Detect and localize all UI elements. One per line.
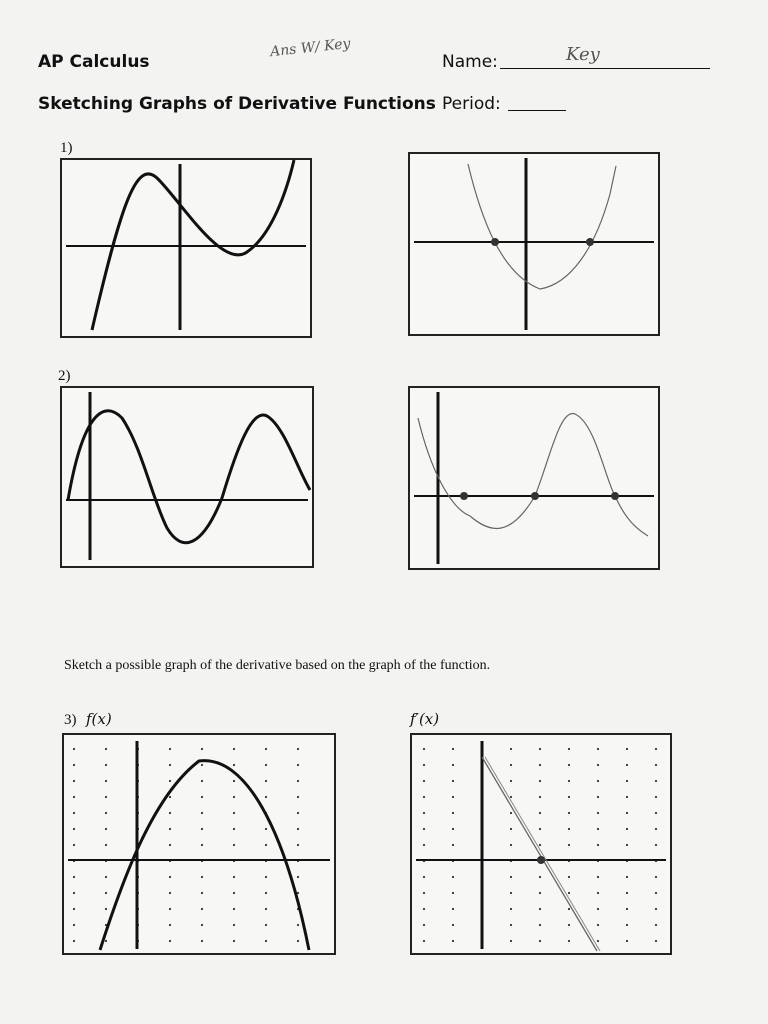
period-line — [508, 110, 566, 111]
grid-dot — [265, 780, 267, 782]
grid-dot — [423, 748, 425, 750]
grid-dot — [297, 940, 299, 942]
grid-dot — [265, 940, 267, 942]
grid-dot — [233, 748, 235, 750]
grid-dot — [73, 924, 75, 926]
grid-dot — [568, 796, 570, 798]
grid-dot — [73, 844, 75, 846]
grid-dot — [539, 764, 541, 766]
grid-dot — [626, 812, 628, 814]
grid-dot — [539, 828, 541, 830]
grid-dot — [452, 924, 454, 926]
derivative-line-retrace — [485, 757, 600, 951]
grid-dot — [510, 764, 512, 766]
grid-dot — [510, 940, 512, 942]
grid-dot — [105, 908, 107, 910]
grid-dot — [73, 780, 75, 782]
grid-dot — [423, 844, 425, 846]
course-title: AP Calculus — [38, 52, 150, 72]
grid-dot — [297, 844, 299, 846]
grid-dot — [201, 940, 203, 942]
grid-dot — [265, 828, 267, 830]
grid-dot — [105, 796, 107, 798]
problem-3-function-graph — [62, 733, 336, 955]
grid-dot — [655, 876, 657, 878]
grid-dot — [265, 892, 267, 894]
grid-dot — [423, 764, 425, 766]
grid-dot — [568, 892, 570, 894]
grid-dot — [105, 780, 107, 782]
grid-dot — [201, 844, 203, 846]
grid-dot — [510, 748, 512, 750]
period-label: Period: — [442, 94, 501, 114]
grid-dot — [452, 748, 454, 750]
grid-dot — [452, 812, 454, 814]
grid-dot — [73, 748, 75, 750]
grid-dot — [655, 828, 657, 830]
name-line — [500, 68, 710, 69]
grid-dot — [423, 812, 425, 814]
name-value: Key — [566, 44, 600, 65]
grid-dot — [169, 780, 171, 782]
zero-point — [491, 238, 499, 246]
grid-dot — [423, 780, 425, 782]
grid-dot — [597, 908, 599, 910]
grid-dot — [73, 828, 75, 830]
grid-dot — [297, 876, 299, 878]
grid-dot — [201, 780, 203, 782]
grid-dot — [539, 812, 541, 814]
grid-dot — [568, 924, 570, 926]
grid-dot — [201, 812, 203, 814]
grid-dot — [539, 748, 541, 750]
grid-dot — [169, 812, 171, 814]
grid-dot — [452, 892, 454, 894]
grid-dot — [265, 844, 267, 846]
grid-dot — [597, 844, 599, 846]
grid-dot — [655, 892, 657, 894]
grid-dot — [169, 908, 171, 910]
grid-dot — [626, 764, 628, 766]
grid-dot — [233, 780, 235, 782]
grid-dot — [510, 780, 512, 782]
grid-dot — [169, 844, 171, 846]
grid-dot — [169, 748, 171, 750]
zero-point — [531, 492, 539, 500]
grid-dot — [452, 828, 454, 830]
grid-dot — [568, 780, 570, 782]
grid-dot — [105, 940, 107, 942]
grid-dot — [539, 892, 541, 894]
grid-dot — [452, 908, 454, 910]
grid-dot — [105, 892, 107, 894]
problem-1-function-graph — [60, 158, 312, 338]
function-label: f(x) — [86, 710, 112, 728]
grid-dot — [452, 844, 454, 846]
grid-dot — [297, 924, 299, 926]
grid-dot — [233, 812, 235, 814]
grid-dot — [510, 812, 512, 814]
grid-dot — [169, 876, 171, 878]
grid-dot — [297, 780, 299, 782]
grid-dot — [539, 924, 541, 926]
grid-dot — [626, 940, 628, 942]
grid-dot — [568, 908, 570, 910]
grid-dot — [626, 828, 628, 830]
grid-dot — [265, 876, 267, 878]
worksheet-title: Sketching Graphs of Derivative Functions — [38, 94, 436, 114]
grid-dot — [597, 796, 599, 798]
zero-point — [460, 492, 468, 500]
grid-dot — [265, 796, 267, 798]
grid-dot — [568, 748, 570, 750]
grid-dot — [452, 764, 454, 766]
grid-dot — [169, 764, 171, 766]
grid-dot — [626, 876, 628, 878]
grid-dot — [510, 908, 512, 910]
grid-dot — [169, 828, 171, 830]
grid-dot — [297, 812, 299, 814]
grid-dot — [510, 828, 512, 830]
grid-dot — [597, 924, 599, 926]
grid-dot — [597, 892, 599, 894]
grid-dot — [233, 908, 235, 910]
grid-dot — [423, 908, 425, 910]
grid-dot — [626, 796, 628, 798]
grid-dot — [201, 876, 203, 878]
function-curve — [100, 761, 309, 950]
grid-dot — [233, 844, 235, 846]
grid-dot — [297, 748, 299, 750]
grid-dot — [233, 828, 235, 830]
grid-dot — [539, 940, 541, 942]
grid-dot — [169, 892, 171, 894]
grid-dot — [423, 924, 425, 926]
grid-dot — [265, 924, 267, 926]
grid-dot — [510, 844, 512, 846]
grid-dot — [233, 892, 235, 894]
grid-dot — [568, 764, 570, 766]
grid-dot — [597, 812, 599, 814]
grid-dot — [233, 876, 235, 878]
grid-dot — [201, 748, 203, 750]
grid-dot — [452, 796, 454, 798]
top-handwritten-note: Ans W/ Key — [269, 35, 352, 61]
problem-2-derivative-graph — [408, 386, 660, 570]
grid-dot — [265, 908, 267, 910]
grid-dot — [297, 796, 299, 798]
derivative-sketch — [418, 414, 648, 536]
grid-dot — [201, 924, 203, 926]
grid-dot — [539, 876, 541, 878]
grid-dot — [73, 764, 75, 766]
zero-point — [586, 238, 594, 246]
grid-dot — [655, 748, 657, 750]
grid-dot — [597, 828, 599, 830]
grid-dot — [169, 940, 171, 942]
grid-dot — [233, 924, 235, 926]
grid-dot — [597, 748, 599, 750]
grid-dot — [539, 908, 541, 910]
zero-point — [537, 856, 545, 864]
grid-dot — [510, 796, 512, 798]
grid-dot — [297, 828, 299, 830]
grid-dot — [655, 844, 657, 846]
grid-dot — [626, 924, 628, 926]
grid-dot — [423, 828, 425, 830]
grid-dot — [626, 748, 628, 750]
grid-dot — [655, 940, 657, 942]
grid-dot — [510, 924, 512, 926]
grid-dot — [568, 828, 570, 830]
grid-dot — [201, 908, 203, 910]
instructions: Sketch a possible graph of the derivative based on the graph of the function. — [64, 658, 491, 673]
grid-dot — [510, 876, 512, 878]
grid-dot — [105, 828, 107, 830]
grid-dot — [655, 924, 657, 926]
grid-dot — [655, 908, 657, 910]
grid-dot — [233, 764, 235, 766]
grid-dot — [233, 940, 235, 942]
grid-dot — [105, 844, 107, 846]
problem-3-derivative-graph — [410, 733, 672, 955]
grid-dot — [265, 764, 267, 766]
grid-dot — [568, 844, 570, 846]
grid-dot — [626, 908, 628, 910]
grid-dot — [539, 780, 541, 782]
grid-dot — [105, 812, 107, 814]
grid-dot — [423, 876, 425, 878]
grid-dot — [105, 764, 107, 766]
grid-dot — [597, 764, 599, 766]
grid-dot — [568, 812, 570, 814]
grid-dot — [423, 796, 425, 798]
grid-dot — [169, 796, 171, 798]
name-label: Name: — [442, 52, 498, 72]
grid-dot — [452, 780, 454, 782]
grid-dot — [597, 940, 599, 942]
grid-dot — [597, 876, 599, 878]
grid-dot — [233, 796, 235, 798]
grid-dot — [452, 940, 454, 942]
grid-dot — [655, 812, 657, 814]
grid-dot — [626, 780, 628, 782]
grid-dot — [201, 892, 203, 894]
grid-dot — [626, 844, 628, 846]
grid-dot — [510, 892, 512, 894]
grid-dot — [423, 892, 425, 894]
grid-dot — [73, 940, 75, 942]
grid-dot — [105, 748, 107, 750]
grid-dot — [539, 796, 541, 798]
grid-dot — [73, 876, 75, 878]
grid-dot — [655, 780, 657, 782]
problem-1-derivative-graph — [408, 152, 660, 336]
function-curve — [68, 411, 310, 543]
grid-dot — [73, 796, 75, 798]
problem-2-number: 2) — [58, 368, 71, 384]
problem-2-function-graph — [60, 386, 314, 568]
grid-dot — [626, 892, 628, 894]
grid-dot — [73, 908, 75, 910]
grid-dot — [568, 940, 570, 942]
problem-1-number: 1) — [60, 140, 73, 156]
grid-dot — [297, 764, 299, 766]
grid-dot — [201, 828, 203, 830]
grid-dot — [73, 812, 75, 814]
grid-dot — [265, 748, 267, 750]
grid-dot — [655, 764, 657, 766]
grid-dot — [201, 764, 203, 766]
derivative-sketch — [468, 164, 616, 289]
grid-dot — [597, 780, 599, 782]
grid-dot — [169, 924, 171, 926]
grid-dot — [201, 796, 203, 798]
derivative-label: f′(x) — [410, 710, 440, 728]
grid-dot — [568, 876, 570, 878]
grid-dot — [73, 892, 75, 894]
grid-dot — [452, 876, 454, 878]
grid-dot — [655, 796, 657, 798]
problem-3-number: 3) — [64, 712, 77, 728]
grid-dot — [105, 876, 107, 878]
derivative-line — [482, 757, 597, 951]
grid-dot — [423, 940, 425, 942]
grid-dot — [539, 844, 541, 846]
zero-point — [611, 492, 619, 500]
